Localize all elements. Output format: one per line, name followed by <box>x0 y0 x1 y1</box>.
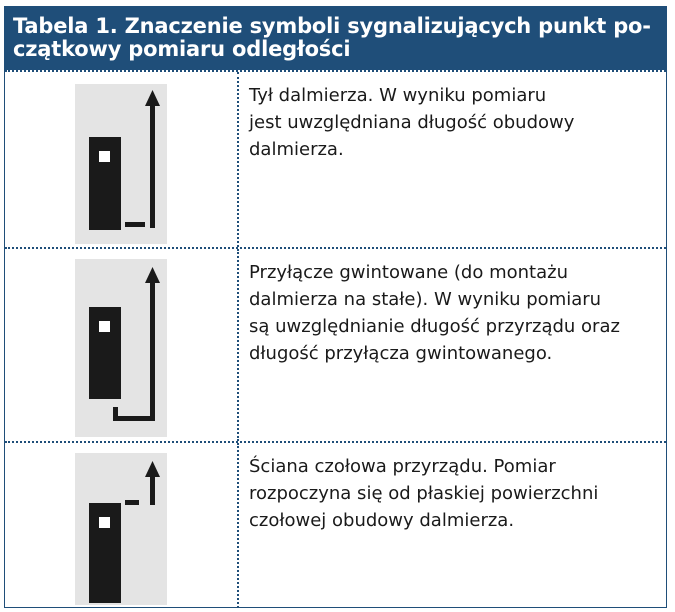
table-row-rear <box>5 70 666 247</box>
description-line: rozpoczyna się od płaskiej powierzchni <box>249 483 599 504</box>
table-title-line-1: Tabela 1. Znaczenie symboli sygnalizujących punkt po- <box>13 14 651 38</box>
device-body <box>89 307 121 399</box>
thread-mount-reference-icon <box>75 259 167 437</box>
measure-line <box>150 281 155 421</box>
description-line: są uwzględnianie długość przyrządu oraz <box>249 316 620 337</box>
device-display <box>99 151 110 162</box>
table-row-front <box>5 441 666 608</box>
table-title-line-2: czątkowy pomiaru odległości <box>13 37 351 61</box>
reference-marker <box>125 222 145 227</box>
description-line: czołowej obudowy dalmierza. <box>249 510 515 531</box>
arrow-head <box>145 267 160 283</box>
symbol-cell-front <box>75 453 167 605</box>
description-rear <box>249 82 659 163</box>
device-body <box>89 137 121 230</box>
reference-marker <box>125 500 139 505</box>
measure-line <box>150 475 155 505</box>
arrow-head <box>145 90 160 106</box>
symbol-cell-thread-mount <box>75 259 167 437</box>
thread-bracket-bottom <box>113 416 155 421</box>
description-line: Ściana czołowa przyrządu. Pomiar <box>249 456 556 477</box>
description-thread-mount <box>249 259 659 367</box>
table-title <box>5 7 666 70</box>
description-line: Tył dalmierza. W wyniku pomiaru <box>249 85 547 106</box>
symbol-cell-rear <box>75 84 167 244</box>
column-divider <box>237 249 239 441</box>
device-display <box>99 517 110 528</box>
description-line: dalmierza. <box>249 139 344 160</box>
table-row-thread-mount <box>5 247 666 441</box>
description-line: jest uwzględniana długość obudowy <box>249 112 575 133</box>
column-divider <box>237 443 239 608</box>
description-line: Przyłącze gwintowane (do montażu <box>249 262 568 283</box>
measure-line <box>150 102 155 228</box>
rear-reference-icon <box>75 84 167 244</box>
device-display <box>99 321 110 332</box>
description-line: dalmierza na stałe). W wyniku pomiaru <box>249 289 602 310</box>
description-front <box>249 453 659 534</box>
arrow-head <box>145 461 160 477</box>
symbol-table <box>4 6 667 608</box>
front-reference-icon <box>75 453 167 605</box>
description-line: długość przyłącza gwintowanego. <box>249 343 553 364</box>
column-divider <box>237 72 239 247</box>
